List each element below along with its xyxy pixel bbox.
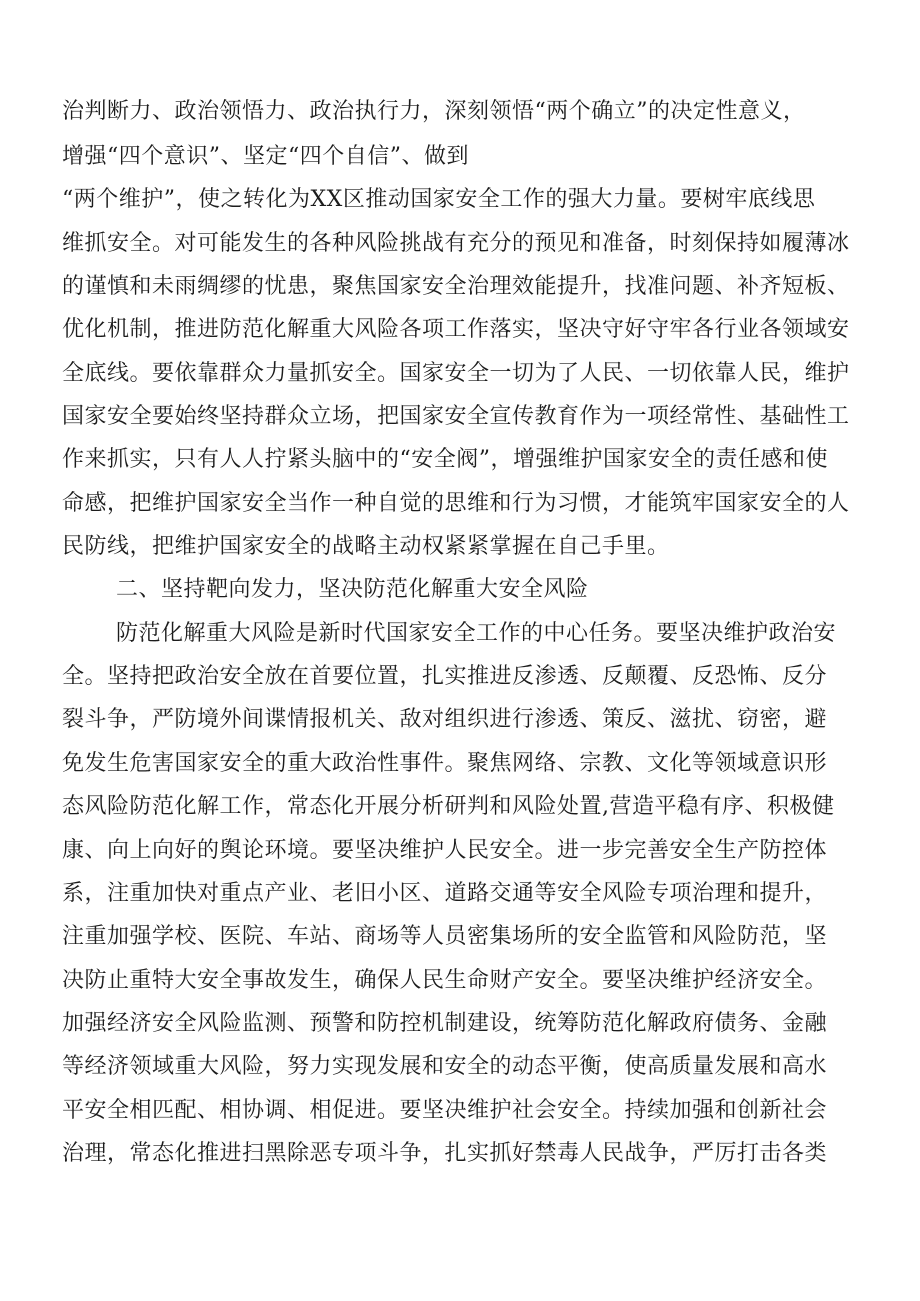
text-line: 康、向上向好的舆论环境。要坚决维护人民安全。进一步完善安全生产防控体: [62, 838, 828, 863]
text-line: 裂斗争，严防境外间谍情报机关、敌对组织进行渗透、策反、滋扰、窃密，避: [62, 707, 828, 732]
text-line: 国家安全要始终坚持群众立场，把国家安全宣传教育作为一项经常性、基础性工: [62, 404, 850, 429]
text-line: 的谨慎和未雨绸缪的忧患，聚焦国家安全治理效能提升，找准问题、补齐短板、: [62, 274, 850, 299]
text-line: 命感，把维护国家安全当作一种自觉的思维和行为习惯，才能筑牢国家安全的人: [62, 491, 850, 516]
text-line: 民防线，把维护国家安全的战略主动权紧紧掌握在自己手里。: [62, 534, 670, 559]
text-line: 治理，常态化推进扫黑除恶专项斗争，扎实抓好禁毒人民战争，严厉打击各类: [62, 1141, 828, 1166]
text-line: 注重加强学校、医院、车站、商场等人员密集场所的安全监管和风险防范，坚: [62, 924, 828, 949]
text-line: 等经济领域重大风险，努力实现发展和安全的动态平衡，使高质量发展和高水: [62, 1054, 828, 1079]
text-line: 平安全相匹配、相协调、相促进。要坚决维护社会安全。持续加强和创新社会: [62, 1098, 828, 1123]
text-line: 治判断力、政治领悟力、政治执行力，深刻领悟“两个确立”的决定性意义，: [62, 99, 806, 124]
text-line: 免发生危害国家安全的重大政治性事件。聚焦网络、宗教、文化等领域意识形: [62, 751, 828, 776]
text-line: 维抓安全。对可能发生的各种风险挑战有充分的预见和准备，时刻保持如履薄冰: [62, 231, 850, 256]
section-heading: 二、坚持靶向发力，坚决防范化解重大安全风险: [116, 577, 589, 602]
paragraph-first-line: 防范化解重大风险是新时代国家安全工作的中心任务。要坚决维护政治安: [116, 621, 837, 646]
text-line: 全。坚持把政治安全放在首要位置，扎实推进反渗透、反颠覆、反恐怖、反分: [62, 664, 828, 689]
text-line: 增强“四个意识”、坚定“四个自信”、做到: [62, 144, 469, 169]
text-line: 系，注重加快对重点产业、老旧小区、道路交通等安全风险专项治理和提升，: [62, 881, 828, 906]
text-line: “两个维护”，使之转化为XX区推动国家安全工作的强大力量。要树牢底线思: [62, 187, 816, 212]
text-line: 全底线。要依靠群众力量抓安全。国家安全一切为了人民、一切依靠人民，维护: [62, 361, 850, 386]
text-line: 态风险防范化解工作，常态化开展分析研判和风险处置,营造平稳有序、积极健: [62, 794, 835, 819]
text-line: 加强经济安全风险监测、预警和防控机制建设，统筹防范化解政府债务、金融: [62, 1011, 828, 1036]
text-line: 作来抓实，只有人人拧紧头脑中的“安全阀”，增强维护国家安全的责任感和使: [62, 447, 828, 472]
text-line: 优化机制，推进防范化解重大风险各项工作落实，坚决守好守牢各行业各领域安: [62, 317, 850, 342]
text-line: 决防止重特大安全事故发生，确保人民生命财产安全。要坚决维护经济安全。: [62, 968, 828, 993]
